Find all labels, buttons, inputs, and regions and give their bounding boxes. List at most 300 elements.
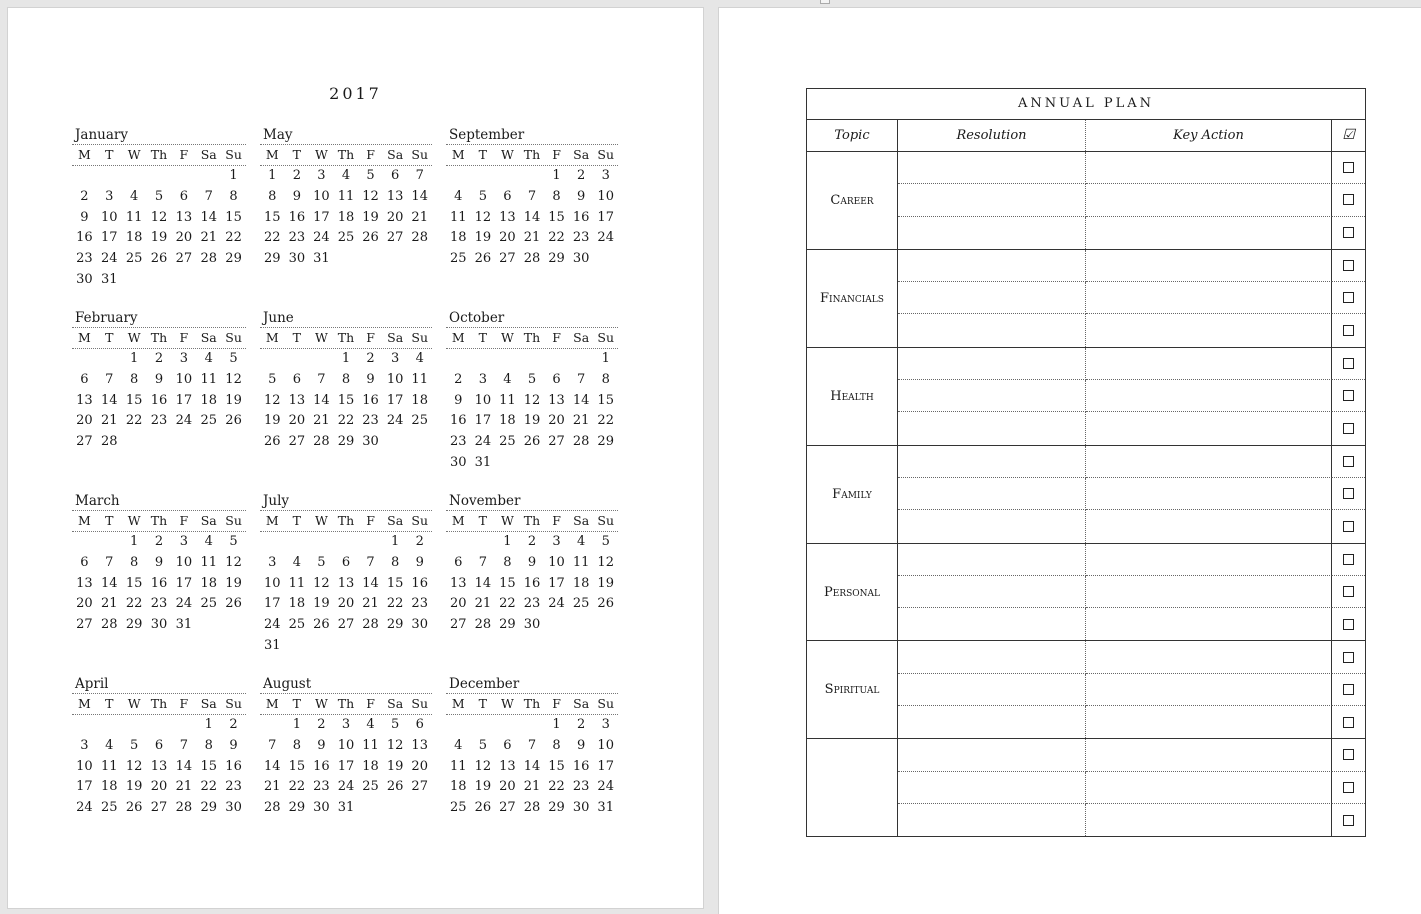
day-cell bbox=[171, 432, 196, 453]
day-cell: 23 bbox=[288, 230, 306, 246]
weekday-label: Sa bbox=[573, 696, 590, 711]
day-cell: 10 bbox=[386, 371, 404, 387]
day-cell: 7 bbox=[268, 737, 277, 753]
resolution-cell[interactable] bbox=[898, 804, 1086, 836]
day-cell bbox=[221, 615, 246, 636]
day-cell: 13 bbox=[386, 188, 404, 204]
day-cell: 26 bbox=[386, 779, 404, 795]
day-cell: 26 bbox=[597, 596, 614, 612]
day-cell: 9 bbox=[576, 737, 586, 753]
day-cell: 1 bbox=[601, 351, 610, 366]
weekday-label: F bbox=[179, 147, 189, 162]
day-cell: 22 bbox=[548, 230, 565, 246]
day-cell: 17 bbox=[76, 779, 93, 795]
day-cell: 8 bbox=[204, 737, 213, 753]
day-cell: 17 bbox=[474, 413, 492, 429]
day-cell: 19 bbox=[523, 413, 541, 429]
month-block bbox=[72, 492, 246, 675]
key-action-cell[interactable] bbox=[1086, 739, 1332, 771]
topic-label bbox=[807, 739, 898, 836]
day-cell: 4 bbox=[454, 188, 463, 204]
day-cell: 5 bbox=[229, 534, 238, 549]
key-action-cell[interactable] bbox=[1086, 412, 1332, 444]
day-cell: 21 bbox=[523, 779, 541, 795]
month-name: June bbox=[260, 309, 432, 328]
day-cell: 3 bbox=[478, 371, 487, 387]
day-cell: 17 bbox=[175, 575, 193, 591]
key-action-cell[interactable] bbox=[1086, 217, 1332, 249]
day-cell: 19 bbox=[225, 575, 242, 591]
day-cell: 19 bbox=[313, 596, 330, 612]
day-cell bbox=[334, 636, 359, 657]
day-cell: 20 bbox=[76, 596, 93, 612]
week-row bbox=[446, 798, 618, 819]
day-cell: 18 bbox=[362, 758, 379, 774]
resolution-cell[interactable] bbox=[898, 674, 1086, 706]
week-row bbox=[72, 432, 246, 453]
day-cell: 18 bbox=[572, 575, 590, 591]
day-cell: 7 bbox=[105, 554, 114, 570]
day-cell: 24 bbox=[548, 596, 565, 612]
week-row bbox=[72, 757, 246, 778]
day-cell: 20 bbox=[175, 230, 193, 246]
day-cell: 23 bbox=[150, 413, 168, 429]
key-action-cell[interactable] bbox=[1086, 804, 1332, 836]
plan-topic-grid bbox=[807, 250, 1365, 347]
day-cell: 3 bbox=[390, 351, 400, 366]
day-cell: 28 bbox=[474, 617, 492, 633]
day-cell: 5 bbox=[317, 554, 326, 570]
day-cell: 25 bbox=[450, 800, 467, 816]
day-cell: 18 bbox=[101, 779, 118, 795]
day-cell: 7 bbox=[105, 371, 114, 387]
day-cell bbox=[147, 432, 172, 453]
week-row bbox=[72, 208, 246, 229]
key-action-cell[interactable] bbox=[1086, 576, 1332, 608]
empty-checkbox-icon[interactable] bbox=[1343, 227, 1354, 238]
day-cell: 10 bbox=[313, 188, 330, 204]
day-cell: 13 bbox=[499, 209, 516, 225]
day-cell: 6 bbox=[454, 554, 463, 570]
empty-checkbox-icon[interactable] bbox=[1343, 358, 1354, 369]
day-cell bbox=[471, 715, 496, 736]
day-cell: 12 bbox=[597, 554, 614, 570]
week-row bbox=[260, 249, 432, 270]
day-cell: 6 bbox=[552, 371, 561, 387]
day-cell: 11 bbox=[288, 575, 306, 591]
day-cell: 18 bbox=[450, 779, 467, 795]
weekday-label: F bbox=[552, 696, 561, 711]
key-action-cell[interactable] bbox=[1086, 282, 1332, 314]
day-cell: 22 bbox=[264, 230, 281, 246]
day-cell: 18 bbox=[288, 596, 306, 612]
weekday-label: W bbox=[127, 513, 141, 528]
key-action-cell[interactable] bbox=[1086, 380, 1332, 412]
empty-checkbox-icon[interactable] bbox=[1343, 684, 1354, 695]
day-cell bbox=[221, 432, 246, 453]
day-cell: 30 bbox=[523, 617, 541, 633]
day-cell: 20 bbox=[337, 596, 355, 612]
check-cell bbox=[1332, 152, 1365, 184]
weekday-label: T bbox=[105, 147, 114, 162]
day-cell: 29 bbox=[288, 800, 306, 816]
day-cell: 22 bbox=[225, 230, 242, 246]
day-cell: 21 bbox=[101, 596, 118, 612]
day-cell: 8 bbox=[229, 188, 238, 204]
day-cell: 27 bbox=[150, 800, 168, 816]
resolution-cell[interactable] bbox=[898, 152, 1086, 184]
empty-checkbox-icon[interactable] bbox=[1343, 162, 1354, 173]
day-cell: 6 bbox=[390, 168, 400, 183]
empty-checkbox-icon[interactable] bbox=[1343, 325, 1354, 336]
resolution-cell[interactable] bbox=[898, 282, 1086, 314]
day-cell: 29 bbox=[337, 434, 355, 450]
key-action-cell[interactable] bbox=[1086, 706, 1332, 738]
day-cell: 16 bbox=[225, 758, 242, 774]
day-cell: 14 bbox=[175, 758, 193, 774]
empty-checkbox-icon[interactable] bbox=[1343, 260, 1354, 271]
day-cell: 12 bbox=[474, 758, 492, 774]
week-row bbox=[446, 391, 618, 412]
day-cell bbox=[520, 715, 545, 736]
day-cell bbox=[309, 636, 334, 657]
day-cell bbox=[196, 270, 221, 291]
key-action-cell[interactable] bbox=[1086, 544, 1332, 576]
day-cell: 6 bbox=[80, 554, 89, 570]
day-cell: 30 bbox=[572, 251, 590, 267]
day-cell: 26 bbox=[225, 596, 242, 612]
day-cell: 5 bbox=[478, 188, 487, 204]
week-row bbox=[446, 228, 618, 249]
day-cell: 29 bbox=[548, 251, 565, 267]
check-cell bbox=[1332, 772, 1365, 804]
empty-checkbox-icon[interactable] bbox=[1343, 749, 1354, 760]
day-cell: 17 bbox=[313, 209, 330, 225]
day-cell: 24 bbox=[597, 230, 614, 246]
day-cell: 14 bbox=[572, 392, 590, 408]
resolution-cell[interactable] bbox=[898, 608, 1086, 640]
weekday-header-row bbox=[72, 328, 246, 349]
day-cell bbox=[471, 166, 496, 187]
key-action-cell[interactable] bbox=[1086, 314, 1332, 346]
day-cell: 31 bbox=[597, 800, 614, 816]
day-cell: 9 bbox=[527, 554, 537, 570]
week-row bbox=[260, 349, 432, 370]
key-action-cell[interactable] bbox=[1086, 184, 1332, 216]
topic-label: Family bbox=[807, 446, 898, 543]
week-row bbox=[446, 166, 618, 187]
empty-checkbox-icon[interactable] bbox=[1343, 717, 1354, 728]
resolution-cell[interactable] bbox=[898, 412, 1086, 444]
key-action-cell[interactable] bbox=[1086, 772, 1332, 804]
weekday-label: W bbox=[500, 147, 514, 162]
day-cell bbox=[471, 349, 496, 370]
day-cell bbox=[147, 715, 172, 736]
day-cell: 10 bbox=[474, 392, 492, 408]
day-cell bbox=[334, 249, 359, 270]
day-cell: 2 bbox=[317, 717, 326, 732]
day-cell: 25 bbox=[450, 251, 467, 267]
day-cell bbox=[260, 349, 285, 370]
empty-checkbox-icon[interactable] bbox=[1343, 652, 1354, 663]
empty-checkbox-icon[interactable] bbox=[1343, 619, 1354, 630]
day-cell: 3 bbox=[179, 351, 188, 366]
day-cell: 28 bbox=[175, 800, 193, 816]
day-cell: 19 bbox=[474, 230, 492, 246]
day-cell: 14 bbox=[313, 392, 330, 408]
day-cell: 5 bbox=[154, 188, 164, 204]
day-cell: 8 bbox=[601, 371, 610, 387]
empty-checkbox-icon[interactable] bbox=[1343, 782, 1354, 793]
day-cell: 8 bbox=[341, 371, 351, 387]
day-cell: 24 bbox=[337, 779, 355, 795]
resolution-cell[interactable] bbox=[898, 446, 1086, 478]
day-cell: 25 bbox=[411, 413, 428, 429]
day-cell: 26 bbox=[313, 617, 330, 633]
day-cell: 5 bbox=[268, 371, 277, 387]
day-cell bbox=[569, 349, 594, 370]
day-cell: 22 bbox=[337, 413, 355, 429]
day-cell: 7 bbox=[317, 371, 326, 387]
day-cell: 2 bbox=[454, 371, 463, 387]
weekday-header-row bbox=[260, 694, 432, 715]
resolution-cell[interactable] bbox=[898, 510, 1086, 542]
day-cell: 27 bbox=[386, 230, 404, 246]
resolution-cell[interactable] bbox=[898, 250, 1086, 282]
resolution-cell[interactable] bbox=[898, 217, 1086, 249]
day-cell: 6 bbox=[154, 737, 164, 753]
week-row bbox=[260, 798, 432, 819]
day-cell bbox=[383, 798, 408, 819]
day-cell: 7 bbox=[527, 188, 537, 204]
month-block bbox=[72, 309, 246, 492]
empty-checkbox-icon[interactable] bbox=[1343, 456, 1354, 467]
day-cell: 12 bbox=[225, 554, 242, 570]
week-row bbox=[260, 553, 432, 574]
day-cell: 8 bbox=[390, 554, 400, 570]
day-cell: 5 bbox=[390, 717, 400, 732]
resolution-cell[interactable] bbox=[898, 314, 1086, 346]
weekday-label: M bbox=[265, 696, 279, 711]
day-cell: 25 bbox=[499, 434, 516, 450]
key-action-cell[interactable] bbox=[1086, 250, 1332, 282]
day-cell bbox=[407, 249, 432, 270]
day-cell: 11 bbox=[362, 737, 379, 753]
resolution-cell[interactable] bbox=[898, 772, 1086, 804]
day-cell: 23 bbox=[411, 596, 428, 612]
weekday-label: M bbox=[451, 330, 465, 345]
day-cell: 10 bbox=[101, 209, 118, 225]
day-cell: 13 bbox=[548, 392, 565, 408]
week-row bbox=[260, 432, 432, 453]
day-cell: 27 bbox=[175, 251, 193, 267]
day-cell: 28 bbox=[411, 230, 428, 246]
day-cell: 12 bbox=[125, 758, 143, 774]
day-cell: 20 bbox=[76, 413, 93, 429]
week-row bbox=[260, 187, 432, 208]
day-cell: 24 bbox=[313, 230, 330, 246]
weekday-label: M bbox=[78, 330, 91, 345]
day-cell: 23 bbox=[362, 413, 379, 429]
day-cell: 10 bbox=[597, 737, 614, 753]
day-cell bbox=[407, 636, 432, 657]
months-grid bbox=[72, 126, 618, 858]
weekday-label: T bbox=[105, 330, 114, 345]
day-cell: 8 bbox=[129, 554, 139, 570]
day-cell bbox=[495, 453, 520, 474]
day-cell: 17 bbox=[264, 596, 281, 612]
day-cell: 27 bbox=[288, 434, 306, 450]
day-cell: 3 bbox=[105, 188, 114, 204]
key-action-cell[interactable] bbox=[1086, 608, 1332, 640]
month-block bbox=[260, 675, 432, 858]
day-cell: 10 bbox=[597, 188, 614, 204]
day-cell: 21 bbox=[175, 779, 193, 795]
resolution-cell[interactable] bbox=[898, 478, 1086, 510]
day-cell: 8 bbox=[503, 554, 512, 570]
week-row bbox=[72, 553, 246, 574]
resolution-cell[interactable] bbox=[898, 184, 1086, 216]
weekday-label: Sa bbox=[387, 513, 404, 528]
month-name: March bbox=[72, 492, 246, 511]
day-cell: 20 bbox=[288, 413, 306, 429]
empty-checkbox-icon[interactable] bbox=[1343, 194, 1354, 205]
weekday-label: M bbox=[265, 330, 279, 345]
week-row bbox=[72, 391, 246, 412]
day-cell: 28 bbox=[313, 434, 330, 450]
resolution-cell[interactable] bbox=[898, 380, 1086, 412]
key-action-cell[interactable] bbox=[1086, 510, 1332, 542]
day-cell: 13 bbox=[450, 575, 467, 591]
day-cell bbox=[285, 349, 310, 370]
empty-checkbox-icon[interactable] bbox=[1343, 815, 1354, 826]
day-cell: 4 bbox=[366, 717, 375, 732]
empty-checkbox-icon[interactable] bbox=[1343, 488, 1354, 499]
resolution-cell[interactable] bbox=[898, 544, 1086, 576]
day-cell bbox=[97, 532, 122, 553]
resolution-cell[interactable] bbox=[898, 706, 1086, 738]
day-cell: 14 bbox=[264, 758, 281, 774]
day-cell: 1 bbox=[229, 168, 238, 183]
weekday-label: T bbox=[292, 330, 302, 345]
week-row bbox=[446, 553, 618, 574]
day-cell: 19 bbox=[225, 392, 242, 408]
day-cell bbox=[520, 453, 545, 474]
weekday-label: Sa bbox=[387, 147, 404, 162]
day-cell: 11 bbox=[499, 392, 516, 408]
day-cell: 10 bbox=[548, 554, 565, 570]
week-row bbox=[72, 736, 246, 757]
weekday-label: T bbox=[478, 696, 488, 711]
day-cell: 24 bbox=[386, 413, 404, 429]
day-cell: 5 bbox=[129, 737, 139, 753]
day-cell: 3 bbox=[601, 717, 610, 732]
resolution-cell[interactable] bbox=[898, 739, 1086, 771]
empty-checkbox-icon[interactable] bbox=[1343, 554, 1354, 565]
day-cell: 18 bbox=[337, 209, 355, 225]
weekday-header-row bbox=[72, 145, 246, 166]
key-action-cell[interactable] bbox=[1086, 478, 1332, 510]
day-cell: 27 bbox=[499, 800, 516, 816]
empty-checkbox-icon[interactable] bbox=[1343, 521, 1354, 532]
day-cell bbox=[122, 715, 147, 736]
key-action-cell[interactable] bbox=[1086, 674, 1332, 706]
check-cell bbox=[1332, 641, 1365, 673]
day-cell: 29 bbox=[499, 617, 516, 633]
header-topic: Topic bbox=[807, 120, 898, 151]
day-cell: 21 bbox=[313, 413, 330, 429]
day-cell: 31 bbox=[337, 800, 355, 816]
resolution-cell[interactable] bbox=[898, 576, 1086, 608]
day-cell: 15 bbox=[264, 209, 281, 225]
empty-checkbox-icon[interactable] bbox=[1343, 292, 1354, 303]
weekday-label: W bbox=[127, 696, 141, 711]
key-action-cell[interactable] bbox=[1086, 446, 1332, 478]
week-row bbox=[72, 349, 246, 370]
month-name: July bbox=[260, 492, 432, 511]
day-cell: 7 bbox=[415, 168, 424, 183]
day-cell bbox=[171, 270, 196, 291]
day-cell: 6 bbox=[80, 371, 89, 387]
day-cell bbox=[171, 715, 196, 736]
weekday-label: Th bbox=[337, 147, 355, 162]
day-cell bbox=[593, 453, 618, 474]
week-row bbox=[446, 187, 618, 208]
day-cell: 6 bbox=[415, 717, 424, 732]
day-cell: 31 bbox=[313, 251, 330, 267]
day-cell bbox=[495, 349, 520, 370]
day-cell: 30 bbox=[572, 800, 590, 816]
day-cell: 26 bbox=[125, 800, 143, 816]
day-cell: 26 bbox=[150, 251, 168, 267]
day-cell: 14 bbox=[523, 209, 541, 225]
empty-checkbox-icon[interactable] bbox=[1343, 586, 1354, 597]
day-cell: 16 bbox=[150, 392, 168, 408]
day-cell: 18 bbox=[200, 575, 217, 591]
resolution-cell[interactable] bbox=[898, 348, 1086, 380]
plan-topic-grid bbox=[807, 446, 1365, 543]
month-block bbox=[446, 126, 618, 309]
weekday-label: F bbox=[552, 513, 561, 528]
empty-checkbox-icon[interactable] bbox=[1343, 423, 1354, 434]
header-key-action: Key Action bbox=[1086, 120, 1332, 151]
month-block bbox=[72, 675, 246, 858]
week-row bbox=[260, 615, 432, 636]
day-cell: 20 bbox=[499, 230, 516, 246]
empty-checkbox-icon[interactable] bbox=[1343, 390, 1354, 401]
weekday-label: M bbox=[265, 513, 279, 528]
day-cell: 19 bbox=[362, 209, 379, 225]
resolution-cell[interactable] bbox=[898, 641, 1086, 673]
check-cell bbox=[1332, 478, 1365, 510]
key-action-cell[interactable] bbox=[1086, 152, 1332, 184]
day-cell: 25 bbox=[572, 596, 590, 612]
day-cell bbox=[358, 249, 383, 270]
day-cell: 20 bbox=[411, 758, 428, 774]
day-cell: 7 bbox=[179, 737, 188, 753]
day-cell: 10 bbox=[76, 758, 93, 774]
key-action-cell[interactable] bbox=[1086, 641, 1332, 673]
day-cell bbox=[122, 432, 147, 453]
day-cell bbox=[196, 615, 221, 636]
day-cell: 4 bbox=[292, 554, 301, 570]
weekday-label: Su bbox=[411, 513, 429, 528]
key-action-cell[interactable] bbox=[1086, 348, 1332, 380]
week-row bbox=[260, 777, 432, 798]
day-cell: 1 bbox=[129, 534, 139, 549]
day-cell: 27 bbox=[76, 617, 93, 633]
week-row bbox=[260, 574, 432, 595]
